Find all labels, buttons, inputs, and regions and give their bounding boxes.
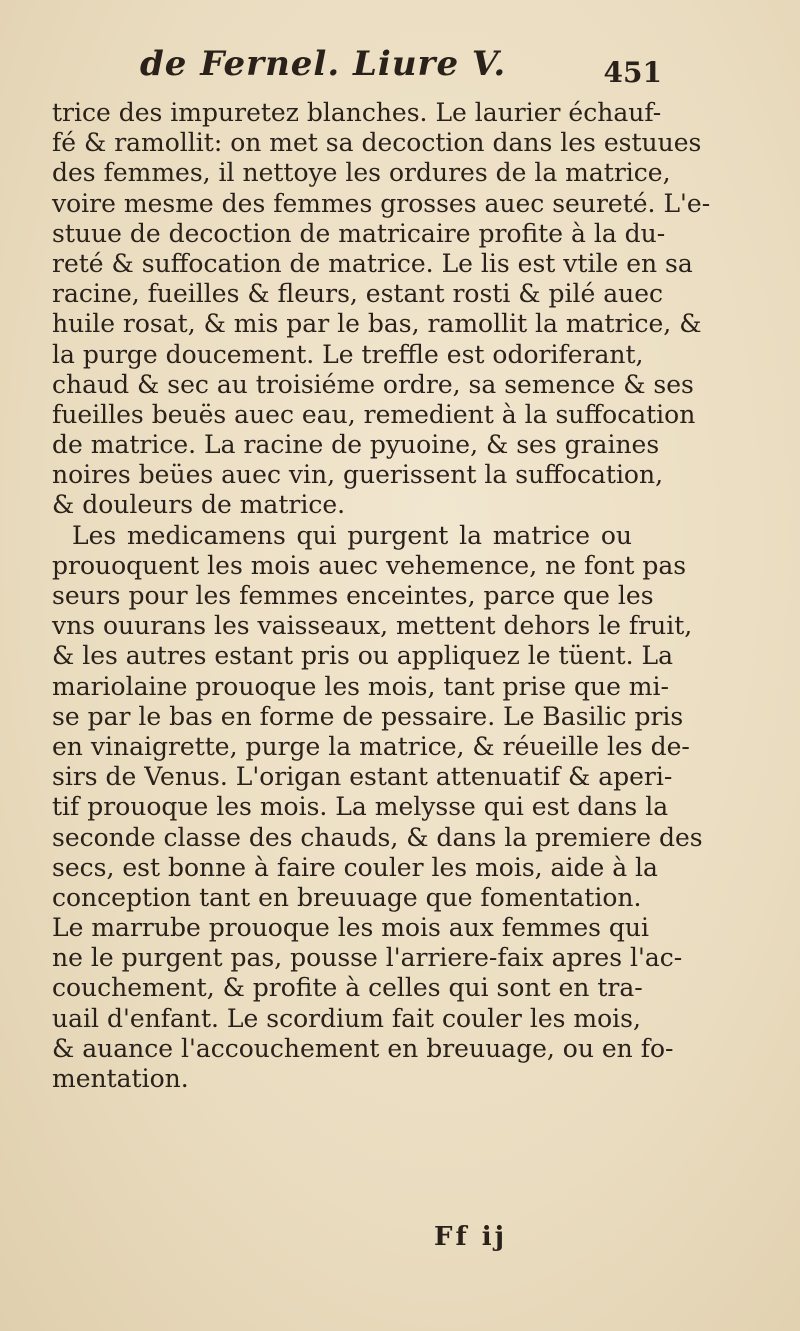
text-line: seconde classe des chauds, & dans la premiere des — [52, 822, 703, 852]
text-line: uail d'enfant. Le scordium fait couler les mois, — [52, 1003, 641, 1033]
text-line: conception tant en breuuage que fomentation. — [52, 882, 642, 912]
text-line: tif prouoque les mois. La melysse qui est dans la — [52, 792, 669, 822]
text-line: & les autres estant pris ou appliquez le tüent. La — [52, 641, 673, 671]
text-line: stuue de decoction de matricaire profite à la du- — [52, 218, 666, 248]
text-line: mentation. — [52, 1064, 189, 1093]
body-text — [52, 98, 711, 1094]
text-line: sirs de Venus. L'origan estant attenuatif & aperi- — [52, 762, 673, 792]
text-line: seurs pour les femmes enceintes, parce que les — [52, 581, 654, 610]
text-line: fueilles beuës auec eau, remedient à la suffocation — [52, 399, 696, 429]
text-line: vns ouurans les vaisseaux, mettent dehors le fruit, — [52, 611, 693, 641]
text-line: & douleurs de matrice. — [52, 490, 346, 520]
text-line: secs, est bonne à faire couler les mois, aide à la — [52, 852, 658, 882]
text-line: mariolaine prouoque les mois, tant prise que mi- — [52, 671, 669, 701]
text-line: de matrice. La racine de pyuoine, & ses graines — [52, 430, 660, 460]
text-line: couchement, & profite à celles qui sont en tra- — [52, 973, 643, 1003]
text-line: fé & ramollit: on met sa decoction dans les estuues — [52, 128, 702, 158]
text-line: chaud & sec au troisiéme ordre, sa semence & ses — [52, 369, 694, 399]
text-line: en vinaigrette, purge la matrice, & réueille les de- — [52, 731, 690, 761]
text-line: & auance l'accouchement en breuuage, ou en fo- — [52, 1033, 674, 1063]
text-line: se par le bas en forme de pessaire. Le Basilic pris — [52, 701, 684, 731]
text-line: la purge doucement. Le treffle est odoriferant, — [52, 339, 644, 369]
page-number: 451 — [603, 56, 662, 89]
running-title: de Fernel. Liure V. — [140, 44, 507, 84]
text-line: trice des impuretez blanches. Le laurier échauf- — [52, 98, 662, 127]
text-line: huile rosat, & mis par le bas, ramollit la matrice, & — [52, 309, 702, 339]
text-line: des femmes, il nettoye les ordures de la matrice, — [52, 158, 671, 188]
text-line: Le marrube prouoque les mois aux femmes qui — [52, 913, 649, 943]
text-line: Les medicamens qui purgent la matrice ou — [72, 520, 632, 550]
text-line: ne le purgent pas, pousse l'arriere-faix apres l'ac- — [52, 943, 683, 973]
text-line: noires beües auec vin, guerissent la suffocation, — [52, 460, 664, 490]
text-line: racine, fueilles & fleurs, estant rosti & pilé auec — [52, 279, 664, 309]
signature-mark: Ff ij — [434, 1222, 507, 1252]
text-line: prouoquent les mois auec vehemence, ne font pas — [52, 550, 687, 580]
page-header — [140, 44, 660, 94]
text-line: reté & suffocation de matrice. Le lis est vtile en sa — [52, 248, 693, 278]
text-line: voire mesme des femmes grosses auec seureté. L'e- — [52, 188, 711, 218]
